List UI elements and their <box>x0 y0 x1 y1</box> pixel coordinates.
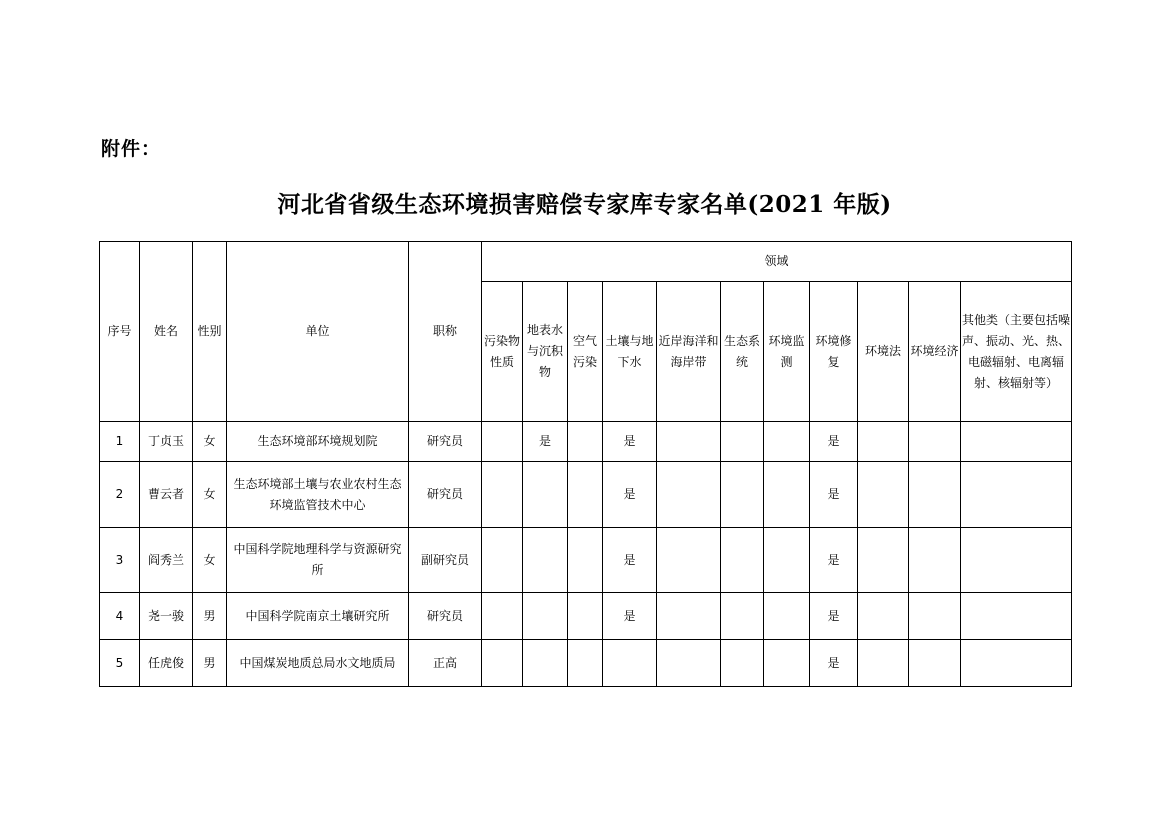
row-unit: 中国煤炭地质总局水文地质局 <box>227 640 409 687</box>
header-field: 环境法 <box>858 282 909 422</box>
row-field-cell <box>764 528 810 593</box>
row-field-cell: 是 <box>810 640 858 687</box>
table-row <box>100 640 1072 687</box>
row-gender: 女 <box>193 528 227 593</box>
row-field-cell <box>858 528 909 593</box>
row-field-cell <box>482 593 523 640</box>
row-rank: 研究员 <box>409 462 482 528</box>
row-field-cell <box>961 593 1072 640</box>
row-field-cell <box>523 640 568 687</box>
row-field-cell <box>523 593 568 640</box>
header-field: 近岸海洋和海岸带 <box>657 282 721 422</box>
row-field-cell: 是 <box>810 462 858 528</box>
row-field-cell <box>764 422 810 462</box>
header-rank: 职称 <box>409 242 482 422</box>
row-field-cell <box>858 422 909 462</box>
row-field-cell: 是 <box>603 593 657 640</box>
row-field-cell <box>858 640 909 687</box>
row-field-cell <box>568 422 603 462</box>
header-field: 地表水与沉积物 <box>523 282 568 422</box>
row-field-cell <box>721 640 764 687</box>
row-field-cell <box>961 422 1072 462</box>
row-name: 曹云者 <box>140 462 193 528</box>
row-index: 3 <box>100 528 140 593</box>
table-row <box>100 528 1072 593</box>
row-field-cell <box>858 593 909 640</box>
row-rank: 研究员 <box>409 422 482 462</box>
header-field: 环境经济 <box>909 282 961 422</box>
header-field: 空气污染 <box>568 282 603 422</box>
row-index: 5 <box>100 640 140 687</box>
row-gender: 男 <box>193 593 227 640</box>
header-gender: 性别 <box>193 242 227 422</box>
header-name: 姓名 <box>140 242 193 422</box>
row-field-cell <box>909 593 961 640</box>
row-rank: 正高 <box>409 640 482 687</box>
attachment-label: 附件： <box>101 138 162 160</box>
row-name: 尧一骏 <box>140 593 193 640</box>
row-field-cell <box>909 422 961 462</box>
row-field-cell <box>909 528 961 593</box>
row-field-cell <box>657 422 721 462</box>
row-rank: 研究员 <box>409 593 482 640</box>
header-field: 生态系统 <box>721 282 764 422</box>
row-name: 任虎俊 <box>140 640 193 687</box>
row-unit: 生态环境部环境规划院 <box>227 422 409 462</box>
header-field-other: 其他类（主要包括噪声、振动、光、热、电磁辐射、电离辐射、核辐射等） <box>961 282 1072 422</box>
row-unit: 中国科学院地理科学与资源研究所 <box>227 528 409 593</box>
row-field-cell <box>721 528 764 593</box>
header-field: 污染物性质 <box>482 282 523 422</box>
row-field-cell <box>764 640 810 687</box>
header-unit: 单位 <box>227 242 409 422</box>
row-index: 4 <box>100 593 140 640</box>
row-field-cell <box>568 640 603 687</box>
row-field-cell <box>482 528 523 593</box>
row-field-cell <box>523 462 568 528</box>
row-field-cell: 是 <box>810 422 858 462</box>
header-field: 环境监测 <box>764 282 810 422</box>
row-field-cell <box>657 528 721 593</box>
row-field-cell <box>764 462 810 528</box>
row-index: 1 <box>100 422 140 462</box>
row-unit: 生态环境部土壤与农业农村生态环境监管技术中心 <box>227 462 409 528</box>
row-field-cell <box>909 462 961 528</box>
row-field-cell <box>657 593 721 640</box>
row-gender: 男 <box>193 640 227 687</box>
expert-table <box>99 241 1072 687</box>
row-name: 丁贞玉 <box>140 422 193 462</box>
row-field-cell <box>961 640 1072 687</box>
table-row <box>100 593 1072 640</box>
row-name: 阎秀兰 <box>140 528 193 593</box>
row-gender: 女 <box>193 462 227 528</box>
row-field-cell: 是 <box>603 422 657 462</box>
row-field-cell: 是 <box>810 593 858 640</box>
row-field-cell <box>961 462 1072 528</box>
row-field-cell <box>568 593 603 640</box>
row-gender: 女 <box>193 422 227 462</box>
row-field-cell <box>858 462 909 528</box>
row-field-cell <box>721 462 764 528</box>
row-field-cell: 是 <box>603 462 657 528</box>
table-row <box>100 462 1072 528</box>
row-field-cell <box>721 593 764 640</box>
row-field-cell <box>764 593 810 640</box>
row-field-cell <box>482 422 523 462</box>
row-field-cell <box>657 462 721 528</box>
row-field-cell <box>568 462 603 528</box>
row-field-cell <box>657 640 721 687</box>
row-rank: 副研究员 <box>409 528 482 593</box>
row-index: 2 <box>100 462 140 528</box>
row-field-cell: 是 <box>810 528 858 593</box>
row-field-cell <box>721 422 764 462</box>
row-field-cell <box>482 462 523 528</box>
header-field: 土壤与地下水 <box>603 282 657 422</box>
row-field-cell: 是 <box>523 422 568 462</box>
row-field-cell <box>523 528 568 593</box>
row-field-cell <box>961 528 1072 593</box>
document-title: 河北省省级生态环境损害赔偿专家库专家名单(2021 年版) <box>277 191 892 218</box>
header-row-top <box>100 242 1072 282</box>
row-unit: 中国科学院南京土壤研究所 <box>227 593 409 640</box>
row-field-cell <box>568 528 603 593</box>
row-field-cell <box>482 640 523 687</box>
row-field-cell <box>909 640 961 687</box>
row-field-cell <box>603 640 657 687</box>
header-field: 环境修复 <box>810 282 858 422</box>
header-field-group: 领域 <box>482 242 1072 282</box>
table-row <box>100 422 1072 462</box>
header-index: 序号 <box>100 242 140 422</box>
row-field-cell: 是 <box>603 528 657 593</box>
